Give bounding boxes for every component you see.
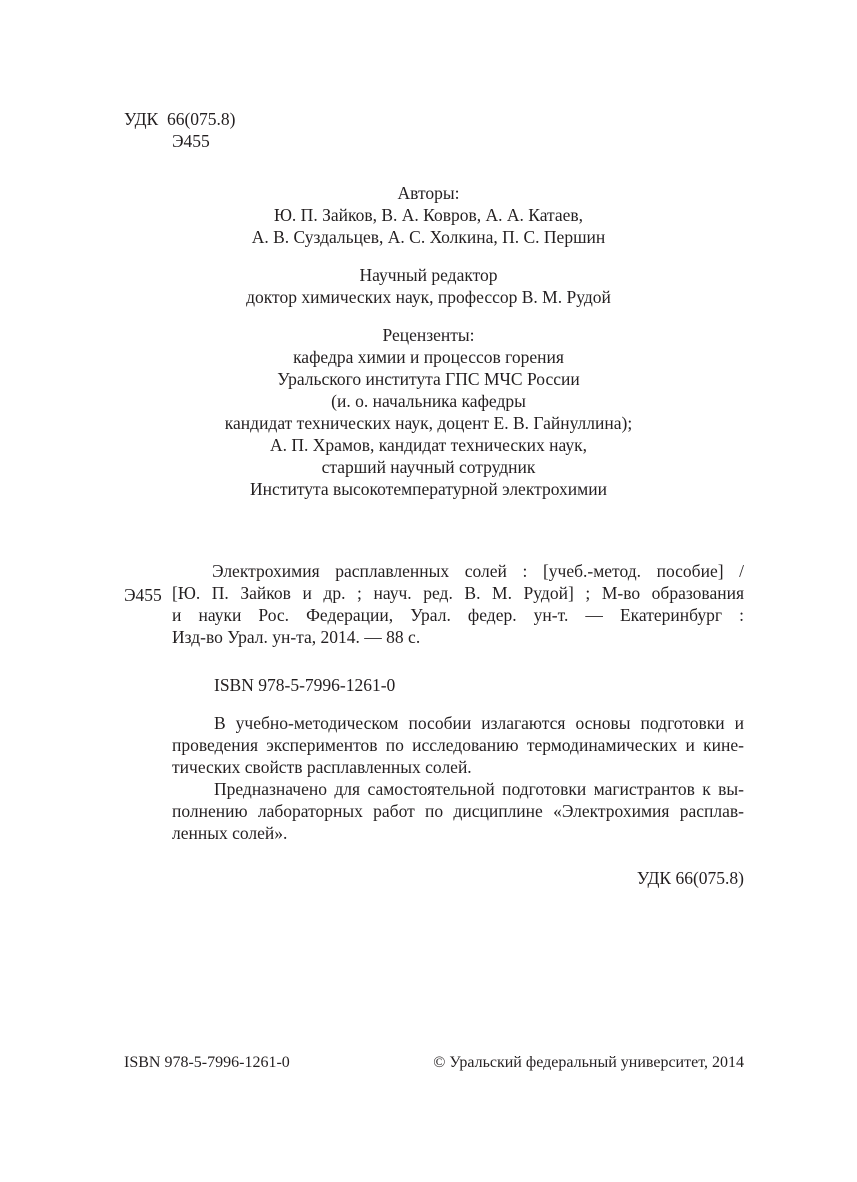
reviewers-line: кафедра химии и процессов горения xyxy=(293,347,564,367)
editor-line: доктор химических наук, профессор В. М. Рудой xyxy=(246,287,611,307)
abstract-line: тических свойств расплавленных солей. xyxy=(172,757,472,777)
udk-code: УДК 66(075.8) xyxy=(124,109,236,129)
reviewers-line: Института высокотемпературной электрохимии xyxy=(250,479,607,499)
abstract-line: В учебно-методическом пособии излагаются основы подготовки и xyxy=(214,713,744,733)
authors-block xyxy=(0,182,857,248)
abstract-line: проведения экспериментов по исследованию термодинамических и кине- xyxy=(172,735,744,755)
reviewers-line: старший научный сотрудник xyxy=(321,457,536,477)
editor-block xyxy=(0,264,857,308)
author-mark: Э455 xyxy=(172,131,210,151)
editor-heading: Научный редактор xyxy=(359,265,498,285)
abstract-line: Предназначено для самостоятельной подготовки магистрантов к вы- xyxy=(214,779,744,799)
reviewers-line: Уральского института ГПС МЧС России xyxy=(277,369,580,389)
udk-classification xyxy=(124,108,236,152)
reviewers-heading: Рецензенты: xyxy=(382,325,475,345)
authors-line: Ю. П. Зайков, В. А. Ковров, А. А. Катаев, xyxy=(273,205,584,225)
udk-code-right: УДК 66(075.8) xyxy=(636,868,744,888)
isbn: ISBN 978-5-7996-1261-0 xyxy=(214,675,396,695)
reviewers-line: кандидат технических наук, доцент Е. В. Гайнуллина); xyxy=(224,413,633,433)
authors-line: А. В. Суздальцев, А. С. Холкина, П. С. Першин xyxy=(251,227,606,247)
reviewers-line: (и. о. начальника кафедры xyxy=(331,391,526,411)
abstract-line: ленных солей». xyxy=(172,823,288,843)
authors-heading: Авторы: xyxy=(397,183,460,203)
footer-isbn: ISBN 978-5-7996-1261-0 xyxy=(124,1054,290,1071)
reviewers-block xyxy=(0,324,857,500)
abstract-line: полнению лабораторных работ по дисциплине «Электрохимия расплав- xyxy=(172,801,744,821)
bibliographic-line: Электрохимия расплавленных солей : [учеб.-метод. пособие] / xyxy=(212,561,744,581)
bibliographic-code: Э455 xyxy=(124,585,162,605)
bibliographic-line: и науки Рос. Федерации, Урал. федер. ун-т. — Екатеринбург : xyxy=(172,605,744,625)
bibliographic-record xyxy=(172,560,744,648)
reviewers-line: А. П. Храмов, кандидат технических наук, xyxy=(270,435,587,455)
footer-copyright: © Уральский федеральный университет, 2014 xyxy=(433,1054,744,1071)
bibliographic-line: Изд-во Урал. ун-та, 2014. — 88 с. xyxy=(172,627,421,647)
abstract xyxy=(172,712,744,844)
bibliographic-line: [Ю. П. Зайков и др. ; науч. ред. В. М. Рудой] ; М-во образования xyxy=(172,583,744,603)
